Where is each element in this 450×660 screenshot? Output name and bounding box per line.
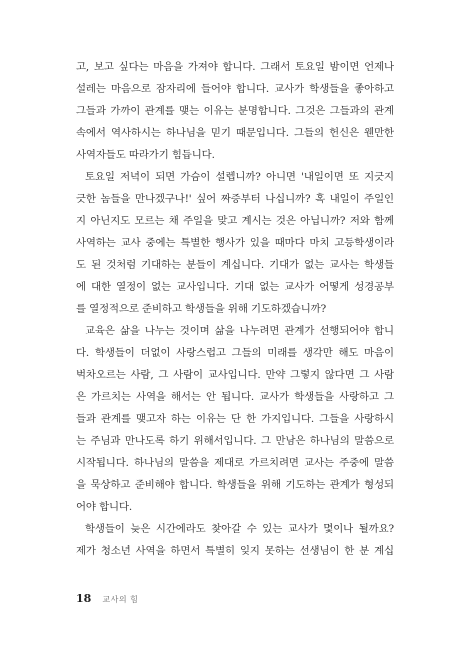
- text-line: 그들과 가까이 관계를 맺는 이유는 분명합니다. 그것은 그들과의 관계: [76, 105, 394, 117]
- body-text: [76, 56, 394, 562]
- text-line: 교육은 삶을 나누는 것이며 삶을 나누려면 관계가 선행되어야 합니: [85, 325, 394, 337]
- text-line: 제가 청소년 사역을 하면서 특별히 잊지 못하는 선생님이 한 분 계십: [76, 545, 394, 557]
- page-number: 18: [76, 592, 92, 605]
- text-line: 어야 합니다.: [76, 501, 133, 513]
- text-line: 지 아닌지도 모르는 채 주일을 맞고 계시는 것은 아닙니까? 저와 함께: [76, 215, 394, 227]
- text-line: 긋한 놈들을 만나겠구나!' 싶어 짜증부터 나십니까? 혹 내일이 주일인: [76, 193, 394, 205]
- text-line: 다. 학생들이 더없이 사랑스럽고 그들의 미래를 생각만 해도 마음이: [76, 347, 394, 359]
- text-line: 벅차오르는 사람, 그 사람이 교사입니다. 만약 그렇지 않다면 그 사람: [76, 369, 394, 381]
- text-line: 에 대한 열정이 없는 교사입니다. 기대 없는 교사가 어떻게 성경공부: [76, 281, 394, 293]
- text-line: 토요일 저녁이 되면 가슴이 설렙니까? 아니면 '내일이면 또 지긋지: [85, 171, 394, 183]
- text-line: 를 열정적으로 준비하고 학생들을 위해 기도하겠습니까?: [76, 303, 327, 315]
- text-line: 사역하는 교사 중에는 특별한 행사가 있을 때마다 마치 고등학생이라: [76, 237, 394, 249]
- text-line: 설레는 마음으로 잠자리에 들어야 합니다. 교사가 학생들을 좋아하고: [76, 83, 394, 95]
- text-line: 학생들이 늦은 시간에라도 찾아갈 수 있는 교사가 몇이나 될까요?: [85, 523, 394, 535]
- text-line: 은 가르치는 사역을 해서는 안 됩니다. 교사가 학생들을 사랑하고 그: [76, 391, 394, 403]
- text-line: 시작됩니다. 하나님의 말씀을 제대로 가르치려면 교사는 주중에 말씀: [76, 457, 394, 469]
- text-line: 사역자들도 따라가기 힘듭니다.: [76, 149, 215, 161]
- page-footer: [76, 590, 138, 604]
- text-line: 들과 관계를 맺고자 하는 이유는 단 한 가지입니다. 그들을 사랑하시: [76, 413, 394, 425]
- text-line: 고, 보고 싶다는 마음을 가져야 합니다. 그래서 토요일 밤이면 언제나: [76, 61, 394, 73]
- text-line: 을 묵상하고 준비해야 합니다. 학생들을 위해 기도하는 관계가 형성되: [76, 479, 394, 491]
- running-title: 교사의 힘: [102, 595, 139, 604]
- text-line: 는 주님과 만나도록 하기 위해서입니다. 그 만남은 하나님의 말씀으로: [76, 435, 394, 447]
- text-line: 도 된 것처럼 기대하는 분들이 계십니다. 기대가 없는 교사는 학생들: [76, 259, 394, 271]
- text-line: 속에서 역사하시는 하나님을 믿기 때문입니다. 그들의 헌신은 웬만한: [76, 127, 394, 139]
